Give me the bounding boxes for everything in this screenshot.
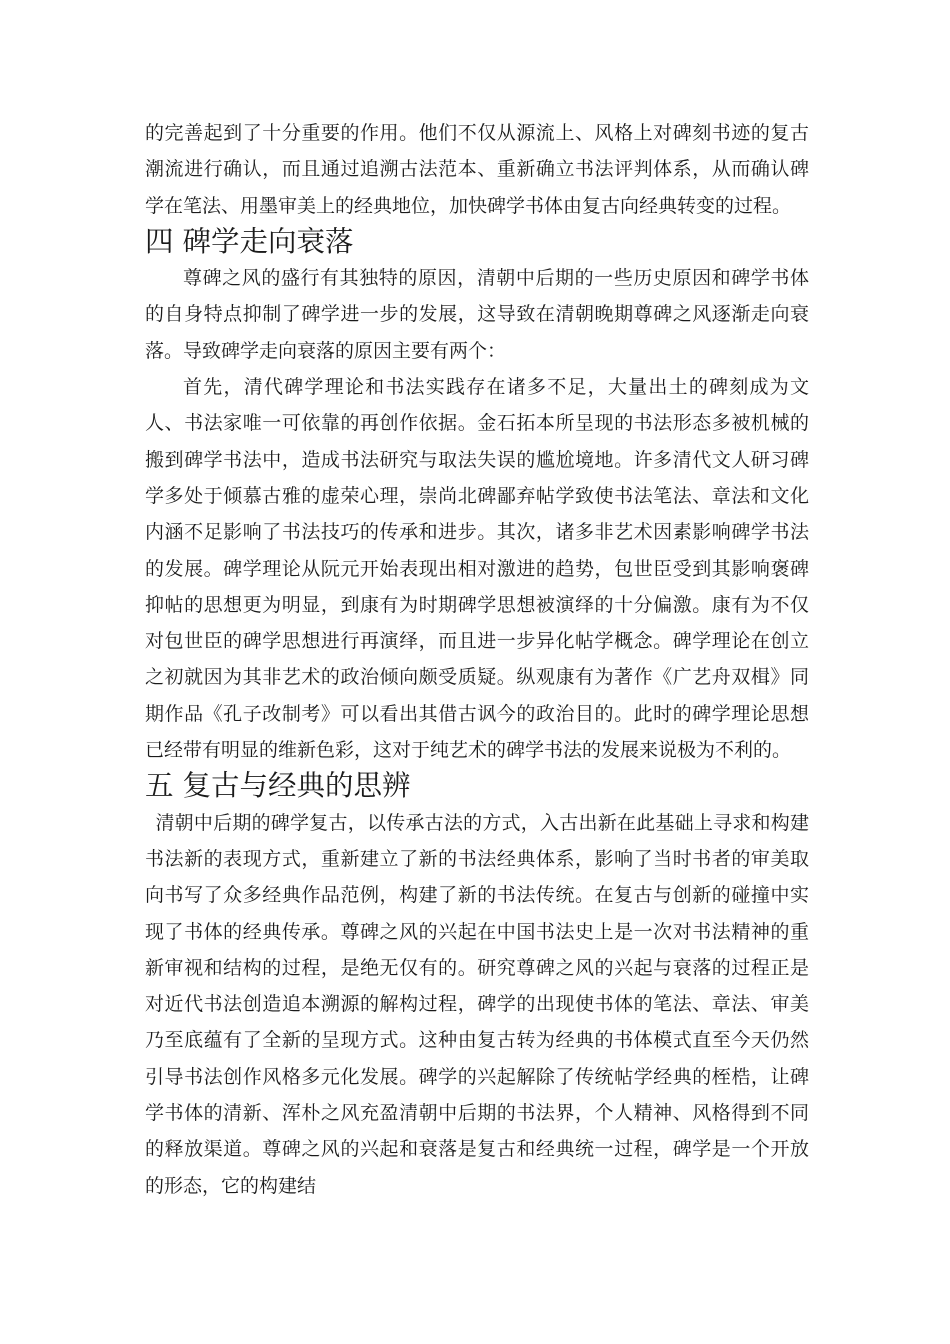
section-4-intro: 尊碑之风的盛行有其独特的原因，清朝中后期的一些历史原因和碑学书体的自身特点抑制了碑学进一步的发展，这导致在清朝晚期尊碑之风逐渐走向衰落。导致碑学走向衰落的原因主要有两个： bbox=[145, 267, 809, 362]
continued-paragraph: 的完善起到了十分重要的作用。他们不仅从源流上、风格上对碑刻书迹的复古潮流进行确认，而且通过追溯古法范本、重新确立书法评判体系，从而确认碑学在笔法、用墨审美上的经典地位，加快碑学书体由复古向经典转变的过程。 bbox=[145, 122, 809, 217]
document-page bbox=[145, 115, 809, 1204]
section-4-heading: 四 碑学走向衰落 bbox=[145, 224, 354, 258]
section-5-body: 清朝中后期的碑学复古，以传承古法的方式，入古出新在此基础上寻求和构建书法新的表现方式，重新建立了新的书法经典体系，影响了当时书者的审美取向书写了众多经典作品范例，构建了新的书法传统。在复古与创新的碰撞中实现了书体的经典传承。尊碑之风的兴起在中国书法史上是一次对书法精神的重新审视和结构的过程，是绝无仅有的。研究尊碑之风的兴起与衰落的过程正是对近代书法创造追本溯源的解构过程，碑学的出现使书体的笔法、章法、审美乃至底蕴有了全新的呈现方式。这种由复古转为经典的书体模式直至今天仍然引导书法创作风格多元化发展。碑学的兴起解除了传统帖学经典的桎梏，让碑学书体的清新、浑朴之风充盈清朝中后期的书法界，个人精神、风格得到不同的释放渠道。尊碑之风的兴起和衰落是复古和经典统一过程，碑学是一个开放的形态，它的构建结 bbox=[145, 811, 809, 1197]
section-4-reasons: 首先，清代碑学理论和书法实践存在诸多不足，大量出土的碑刻成为文人、书法家唯一可依靠的再创作依据。金石拓本所呈现的书法形态多被机械的搬到碑学书法中，造成书法研究与取法失误的尴尬境地。许多清代文人研习碑学多处于倾慕古雅的虚荣心理，崇尚北碑鄙弃帖学致使书法笔法、章法和文化内涵不足影响了书法技巧的传承和进步。其次，诸多非艺术因素影响碑学书法的发展。碑学理论从阮元开始表现出相对激进的趋势，包世臣受到其影响褒碑抑帖的思想更为明显，到康有为时期碑学思想被演绎的十分偏激。康有为不仅对包世臣的碑学思想进行再演绎，而且进一步异化帖学概念。碑学理论在创立之初就因为其非艺术的政治倾向颇受质疑。纵观康有为著作《广艺舟双楫》同期作品《孔子改制考》可以看出其借古讽今的政治目的。此时的碑学理论思想已经带有明显的维新色彩，这对于纯艺术的碑学书法的发展来说极为不利的。 bbox=[145, 376, 809, 762]
section-5-heading: 五 复古与经典的思辨 bbox=[145, 769, 411, 803]
